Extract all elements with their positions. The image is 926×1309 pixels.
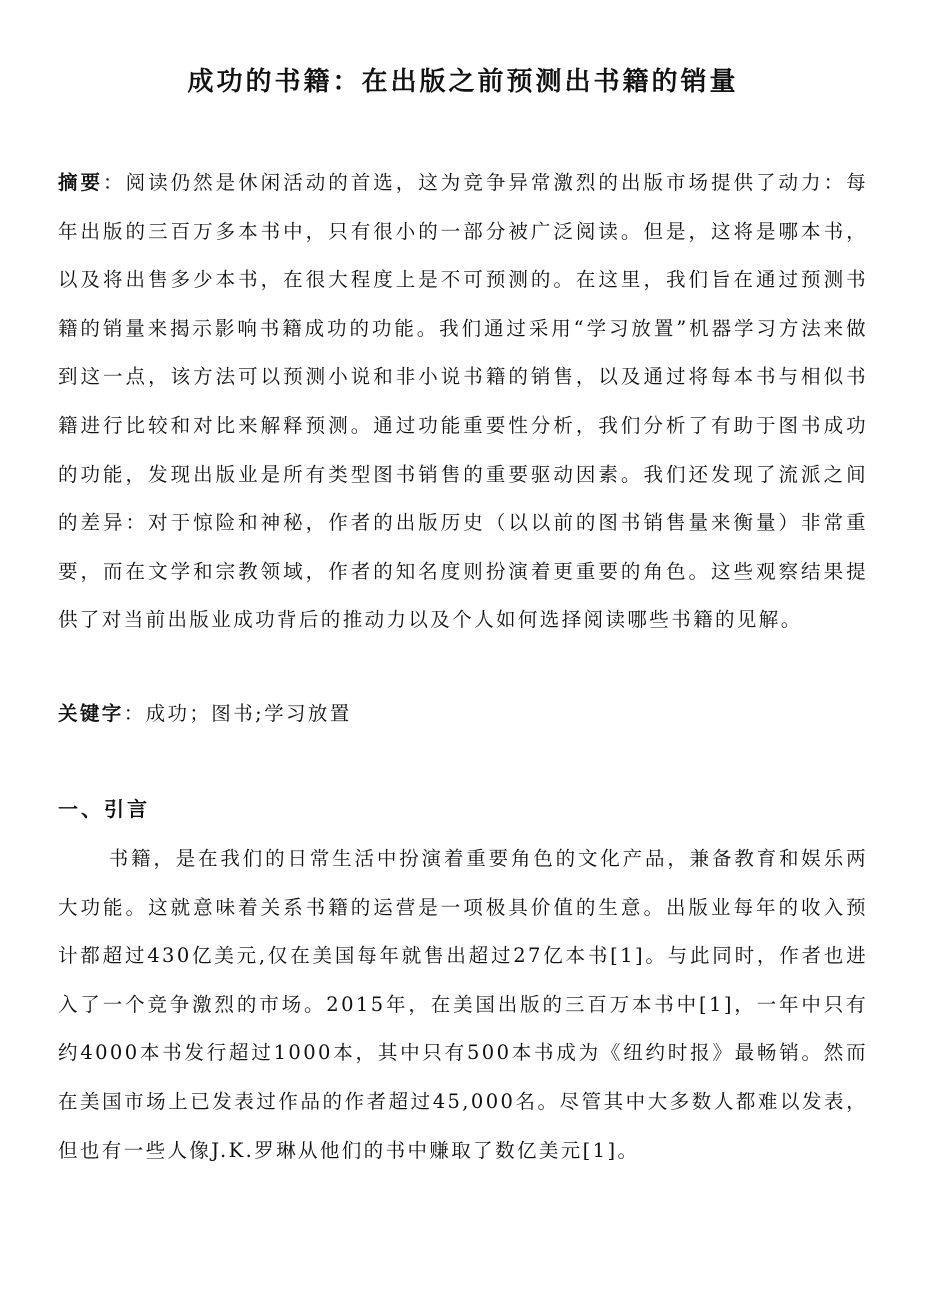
abstract-label: 摘要 <box>58 171 104 194</box>
abstract-separator: ： <box>103 171 126 194</box>
abstract-text: 阅读仍然是休闲活动的首选，这为竞争异常激烈的出版市场提供了动力：每年出版的三百万多本书中，只有很小的一部分被广泛阅读。但是，这将是哪本书，以及将出售多少本书，在很大程度上是不可预测的。在这里，我们旨在通过预测书籍的销量来揭示影响书籍成功的功能。我们通过采用“学习放置”机器学习方法来做到这一点，该方法可以预测小说和非小说书籍的销售，以及通过将每本书与相似书籍进行比较和对比来解释预测。通过功能重要性分析，我们分析了有助于图书成功的功能，发现出版业是所有类型图书销售的重要驱动因素。我们还发现了流派之间的差异：对于惊险和神秘，作者的出版历史（以以前的图书销售量来衡量）非常重要，而在文学和宗教领域，作者的知名度则扮演着更重要的角色。这些观察结果提供了对当前出版业成功背后的推动力以及个人如何选择阅读哪些书籍的见解。 <box>58 171 869 632</box>
abstract-paragraph <box>58 159 868 645</box>
keywords-label: 关键字 <box>58 702 124 725</box>
section-heading-introduction: 一、引言 <box>58 797 150 821</box>
keywords-text: 成功；图书;学习放置 <box>145 702 352 725</box>
keywords-line <box>58 690 868 738</box>
keywords-separator: ： <box>123 702 146 725</box>
paper-title: 成功的书籍：在出版之前预测出书籍的销量 <box>187 67 739 97</box>
introduction-paragraph: 书籍，是在我们的日常生活中扮演着重要角色的文化产品，兼备教育和娱乐两大功能。这就意味着关系书籍的运营是一项极具价值的生意。出版业每年的收入预计都超过430亿美元,仅在美国每年就售出超过27亿本书[1]。与此同时，作者也进入了一个竞争激烈的市场。2015年，在美国出版的三百万本书中[1]，一年中只有约4000本书发行超过1000本，其中只有500本书成为《纽约时报》最畅销。然而在美国市场上已发表过作品的作者超过45,000名。尽管其中大多数人都难以发表，但也有一些人像J.K.罗琳从他们的书中赚取了数亿美元[1]。 <box>58 847 868 1162</box>
